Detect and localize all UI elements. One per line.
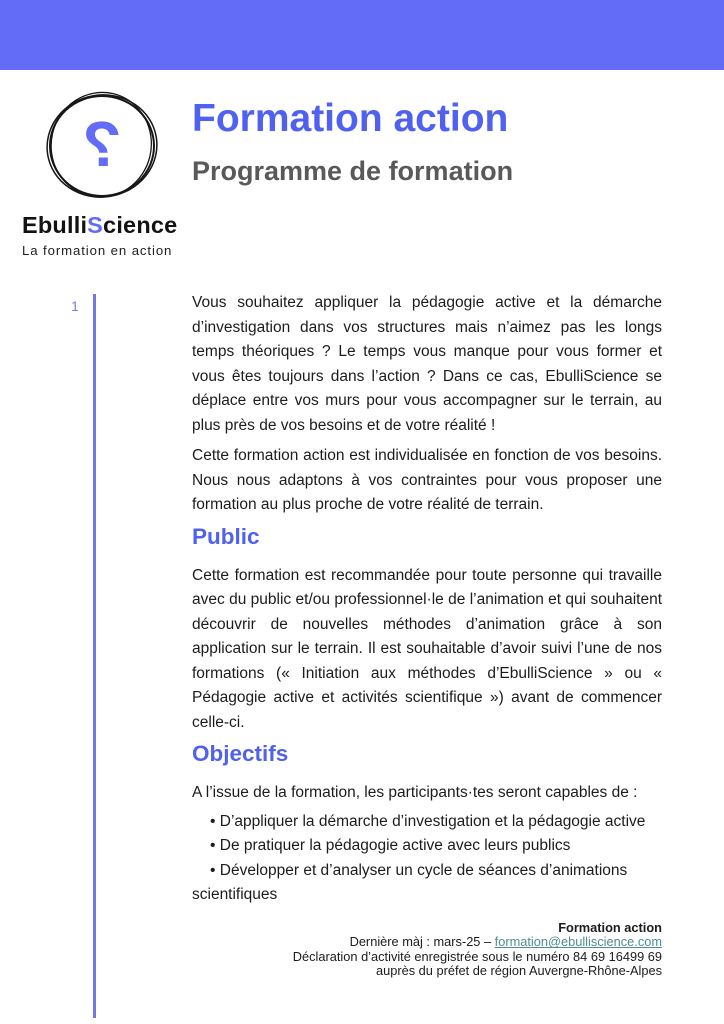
brand-name xyxy=(22,212,182,239)
logo-circle xyxy=(42,90,162,202)
bullet-icon: • xyxy=(210,812,216,830)
brand-tagline: La formation en action xyxy=(22,243,173,258)
objectifs-list xyxy=(192,810,662,908)
intro-paragraph-2: Cette formation action est individualisée en fonction de vos besoins. Nous nous adaptons à vos contraintes pour vous proposer une formation au plus proche de votre réalité de terrain. xyxy=(192,447,662,513)
footer-title: Formation action xyxy=(558,920,662,935)
intro-paragraph-1: Vous souhaitez appliquer la pédagogie active et la démarche d’investigation dans vos structures mais n’aimez pas les longs temps théoriques ? Le temps vous manque pour vous former et vous êtes toujours dans l’action ? Dans ce cas, EbulliScience se déplace entre vos murs pour vous accompagner sur le terrain, au plus près de vos besoins et de votre réalité ! xyxy=(192,294,662,434)
ebulliscience-logo xyxy=(22,90,182,258)
footer-declaration-line: Déclaration d’activité enregistrée sous le numéro 84 69 16499 69 xyxy=(292,948,662,964)
list-item xyxy=(192,810,662,835)
margin-rule xyxy=(93,294,96,1018)
question-mark-icon: ? xyxy=(82,108,122,180)
list-item-text: Développer et d’analyser un cycle de séances d’animations scientifiques xyxy=(192,861,628,903)
objectifs-lead: A l’issue de la formation, les participants·tes seront capables de : xyxy=(192,784,638,801)
list-item xyxy=(192,834,662,859)
page-number: 1 xyxy=(71,299,79,314)
footer-updated-line xyxy=(293,935,662,949)
section-heading-objectifs: Objectifs xyxy=(192,741,289,766)
bullet-icon: • xyxy=(210,837,216,854)
bullet-icon: • xyxy=(210,861,216,879)
brand-prefix: Ebulli xyxy=(22,212,88,238)
list-item xyxy=(192,859,662,908)
page-title: Formation action xyxy=(192,97,509,140)
section-heading-public: Public xyxy=(192,523,260,549)
page-subtitle: Programme de formation xyxy=(192,156,514,186)
list-item-text: D’appliquer la démarche d’investigation et la pédagogie active xyxy=(219,812,646,830)
body-content xyxy=(192,291,662,908)
email-link[interactable]: formation@ebulliscience.com xyxy=(494,934,662,950)
footer-updated-prefix: Dernière màj : mars-25 – xyxy=(349,934,495,950)
top-accent-bar xyxy=(0,0,724,70)
brand-suffix: cience xyxy=(103,212,178,238)
footer-prefect-line: auprès du préfet de région Auvergne-Rhône-Alpes xyxy=(376,963,662,979)
public-paragraph: Cette formation est recommandée pour toute personne qui travaille avec du public et/ou professionnel·le de l’animation et qui souhaitent découvrir de nouvelles méthodes d’animation grâce à son application sur le terrain. Il est souhaitable d’avoir suivi l’une de nos formations (« Initiation aux méthodes d’EbulliScience » ou « Pédagogie active et activités scientifique ») avant de commencer celle-ci. xyxy=(192,566,662,731)
page-footer xyxy=(293,921,662,979)
title-block xyxy=(192,96,513,187)
list-item-text: De pratiquer la pédagogie active avec leurs publics xyxy=(219,837,571,854)
brand-accent-letter: S xyxy=(87,212,104,238)
